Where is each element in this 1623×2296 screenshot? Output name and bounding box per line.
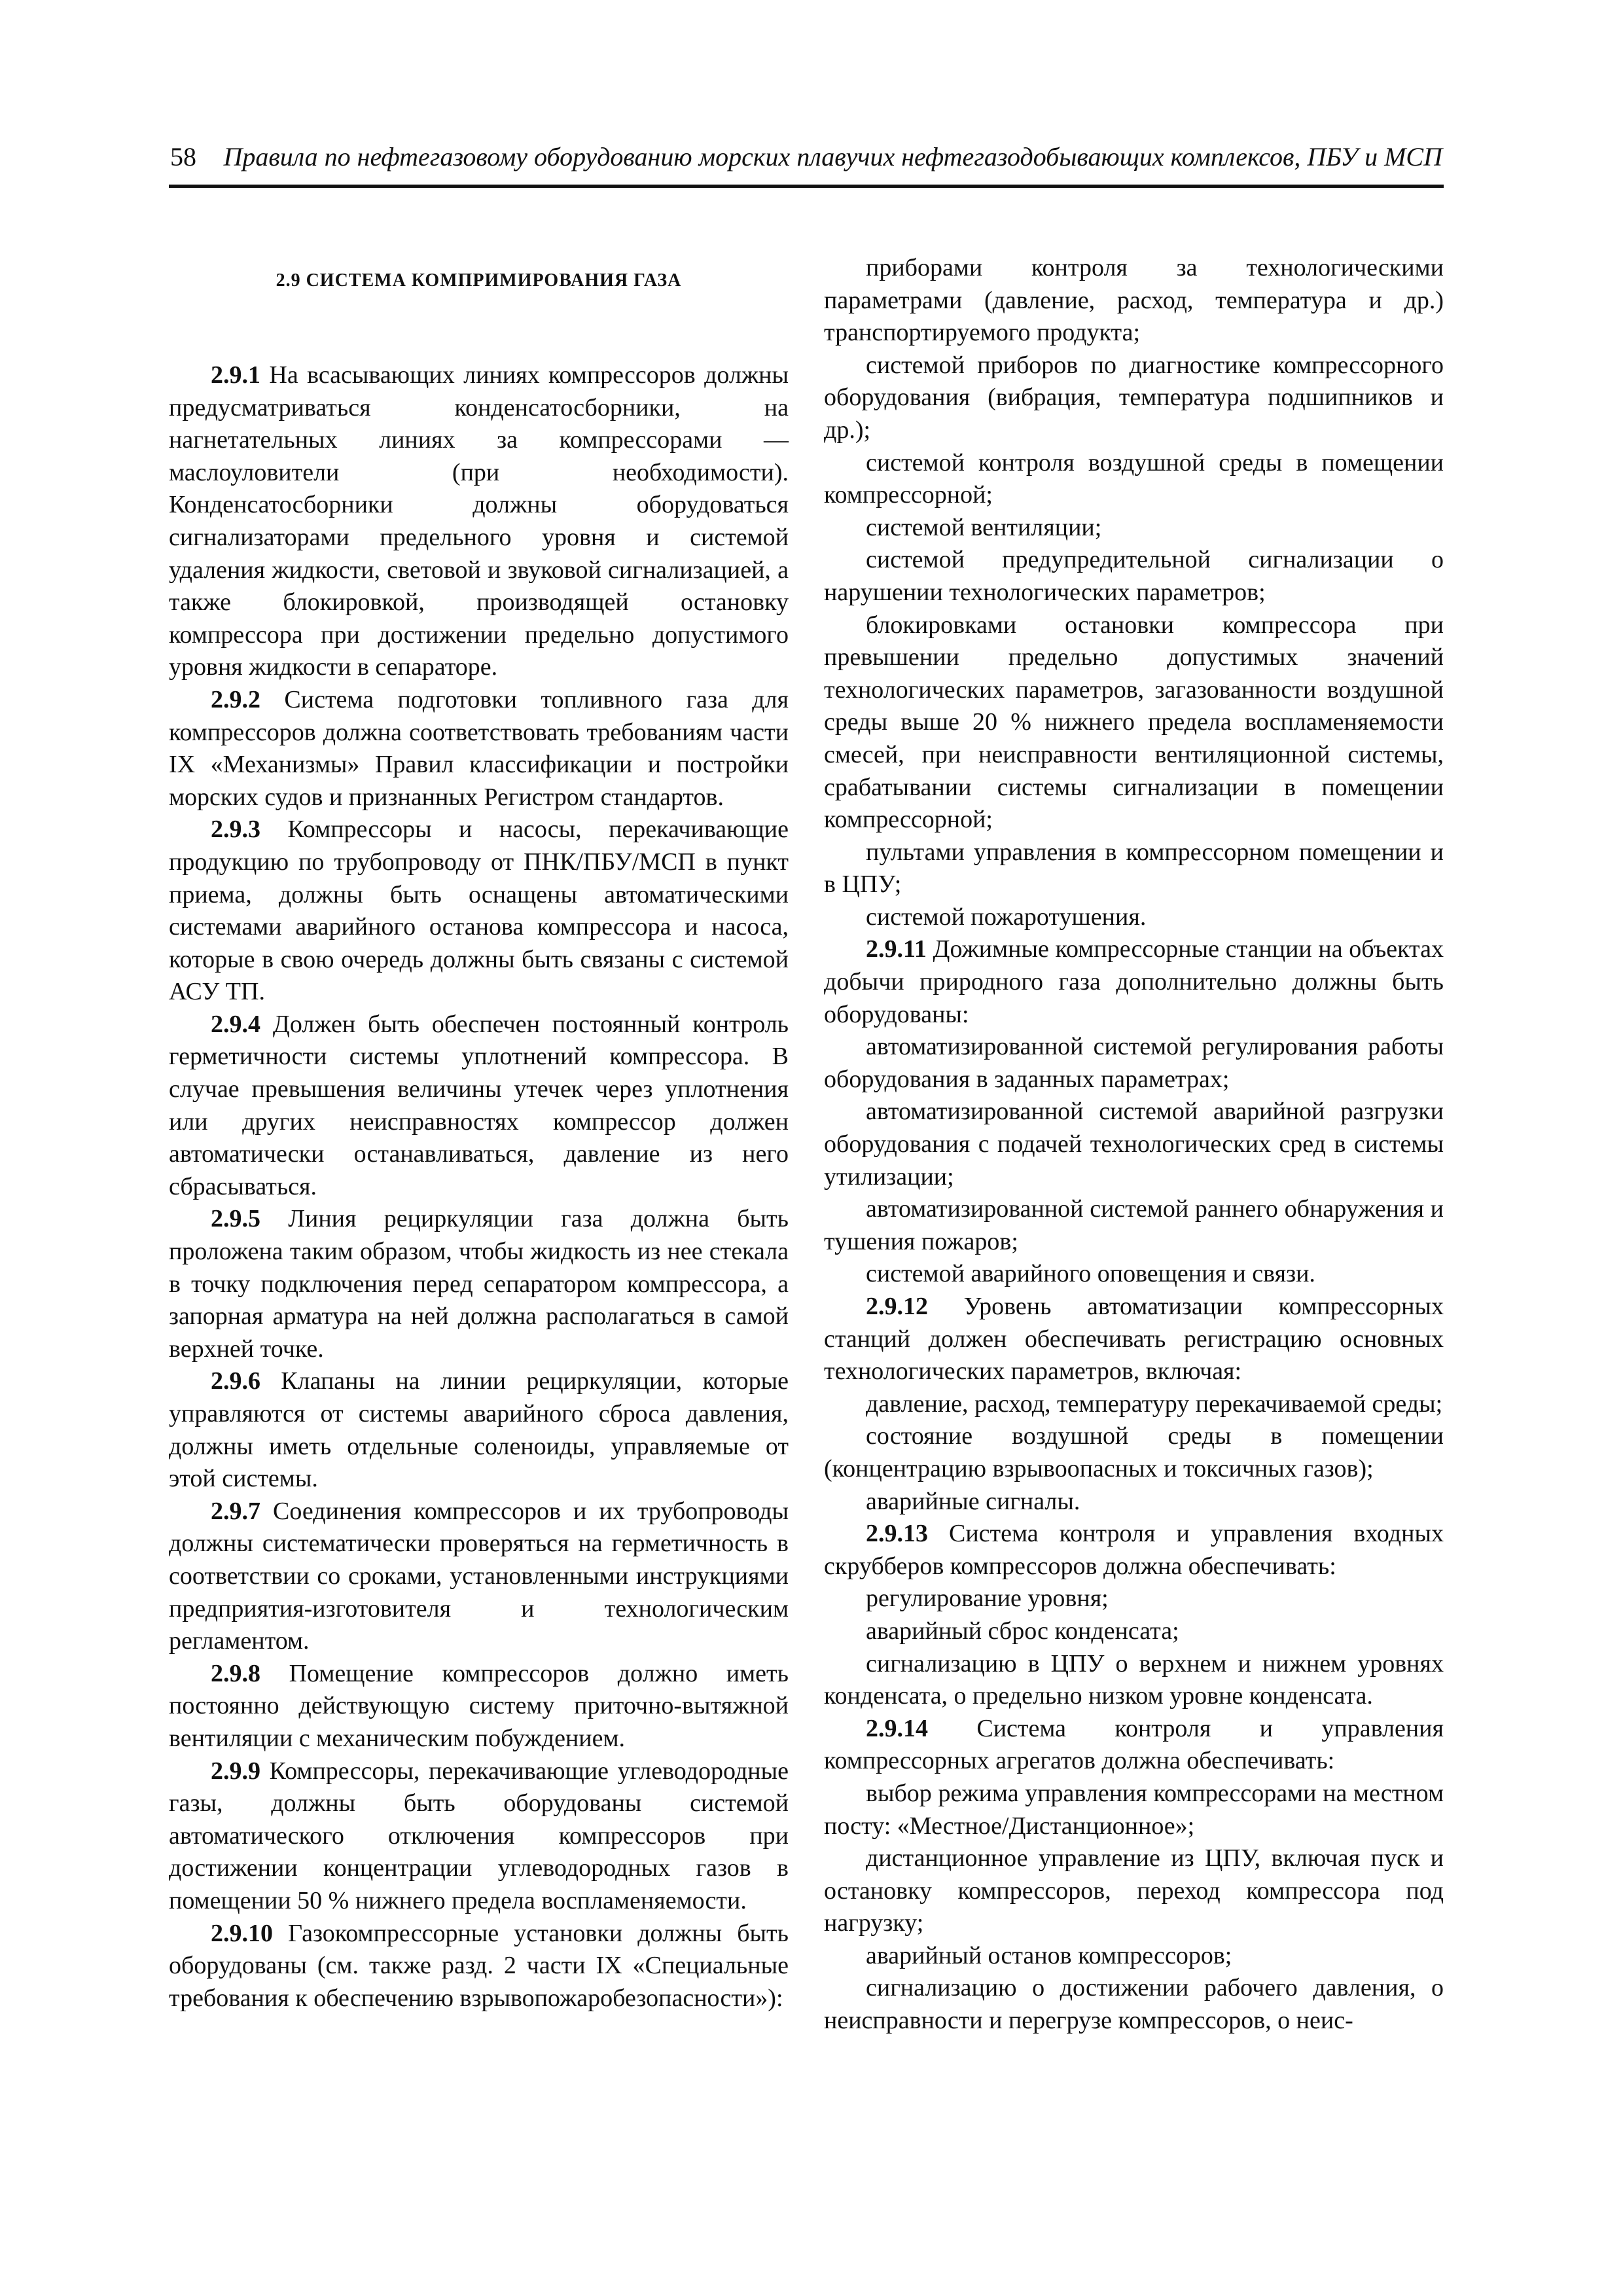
page-header [169,137,1444,188]
clause-text: Газокомпрессорные установки должны быть оборудованы (см. также разд. 2 части IX «Специальные требования к обеспечению взрывопожаробезопасности»): [169,1919,789,2012]
list-item [824,512,1444,545]
left-column [169,252,789,2015]
clause-text: Помещение компрессоров должно иметь постоянно действующую систему приточно-вытяжной вентиляции с механическим побуждением. [169,1659,789,1752]
clause-text: состояние воздушной среды в помещении (концентрацию взрывоопасных и токсичных газов); [824,1422,1444,1482]
clause-text: выбор режима управления компрессорами на местном посту: «Местное/Дистанционное»; [824,1779,1444,1840]
paragraph-2-9-6 [169,1365,789,1495]
clause-text: Клапаны на линии рециркуляции, которые управляются от системы аварийного сброса давления, должны иметь отдельные соленоиды, управляемые от этой системы. [169,1367,789,1493]
list-item [824,447,1444,512]
clause-number: 2.9.8 [211,1659,260,1687]
list-item [824,1940,1444,1973]
paragraph-2-9-1 [169,359,789,684]
paragraph-2-9-3 [169,814,789,1009]
clause-text: аварийный останов компрессоров; [866,1941,1232,1969]
paragraph-2-9-7 [169,1496,789,1658]
paragraph-2-9-8 [169,1658,789,1755]
paragraph-2-9-4 [169,1009,789,1204]
clause-text: сигнализацию в ЦПУ о верхнем и нижнем уровнях конденсата, о предельно низком уровне конденсата. [824,1649,1444,1710]
clause-text: дистанционное управление из ЦПУ, включая пуск и остановку компрессоров, переход компрессора под нагрузку; [824,1844,1444,1937]
clause-text: Система подготовки топливного газа для компрессоров должна соответствовать требованиям части IX «Механизмы» Правил классификации и постройки морских судов и признанных Регистром стандартов. [169,685,789,811]
clause-text: регулирование уровня; [866,1585,1109,1613]
paragraph-2-9-2 [169,684,789,814]
list-item [824,1420,1444,1485]
clause-text: Должен быть обеспечен постоянный контроль герметичности системы уплотнений компрессора. В случае превышения величины утечек через уплотнения или других неисправностях компрессор должен автоматически останавливаться, давление из него сбрасываться. [169,1010,789,1200]
list-item [824,1648,1444,1713]
clause-text: системой пожаротушения. [866,903,1147,931]
list-item [824,350,1444,447]
clause-text: Дожимные компрессорные станции на объектах добычи природного газа дополнительно должны быть оборудованы: [824,935,1444,1028]
clause-number: 2.9.13 [866,1520,928,1548]
clause-text: Уровень автоматизации компрессорных станций должен обеспечивать регистрацию основных технологических параметров, включая: [824,1293,1444,1386]
clause-number: 2.9.11 [866,935,927,963]
clause-number: 2.9.5 [211,1205,260,1233]
clause-text: аварийный сброс конденсата; [866,1617,1179,1645]
clause-text: давление, расход, температуру перекачиваемой среды; [866,1390,1443,1418]
clause-text: системой предупредительной сигнализации о нарушении технологических параметров; [824,546,1444,606]
list-item [824,609,1444,836]
clause-text: Компрессоры, перекачивающие углеводородные газы, должны быть оборудованы системой автоматического отключения компрессоров при достижении концентрации углеводородных газов в помещении 50 % нижнего предела воспламеняемости. [169,1757,789,1914]
clause-text: Система контроля и управления компрессорных агрегатов должна обеспечивать: [824,1714,1444,1775]
clause-text: Соединения компрессоров и их трубопроводы должны систематически проверяться на герметичность в соответствии со сроками, установленными инструкциями предприятия-изготовителя и технологическим регламентом. [169,1497,789,1655]
clause-text: На всасывающих линиях компрессоров должны предусматриваться конденсатосборники, на нагнетательных линиях за компрессорами — маслоуловители (при необходимости). Конденсатосборники должны оборудоваться сигнализаторами предельного уровня и системой удаления жидкости, световой и звуковой сигнализацией, а также блокировкой, производящей остановку компрессора при достижении предельно допустимого уровня жидкости в сепараторе. [169,361,789,681]
running-title: Правила по нефтегазовому оборудованию морских плавучих нефтегазодобывающих комплексов, ПБУ и МСП [223,142,1442,171]
clause-text: Компрессоры и насосы, перекачивающие продукцию по трубопроводу от ПНК/ПБУ/МСП в пункт приема, должны быть оснащены автоматическими системами аварийного останова компрессора и насоса, которые в свою очередь должны быть связаны с системой АСУ ТП. [169,816,789,1006]
paragraph-2-9-13 [824,1518,1444,1583]
section-heading: 2.9 СИСТЕМА КОМПРИМИРОВАНИЯ ГАЗА [276,270,682,291]
paragraph-2-9-9 [169,1755,789,1918]
list-item [824,1486,1444,1518]
list-item [824,1615,1444,1648]
clause-text: системой приборов по диагностике компрессорного оборудования (вибрация, температура подшипников и др.); [824,351,1444,444]
clause-text: автоматизированной системой регулирования работы оборудования в заданных параметрах; [824,1033,1444,1093]
list-item [824,1258,1444,1291]
list-item [824,1193,1444,1258]
clause-text: автоматизированной системой аварийной разгрузки оборудования с подачей технологических сред в системы утилизации; [824,1098,1444,1191]
list-item [824,1972,1444,2037]
clause-text: системой вентиляции; [866,513,1102,541]
clause-number: 2.9.9 [211,1757,260,1785]
clause-number: 2.9.1 [211,361,260,389]
clause-number: 2.9.4 [211,1010,260,1038]
clause-number: 2.9.10 [211,1919,273,1947]
list-item [824,1096,1444,1193]
paragraph-2-9-11 [824,933,1444,1031]
clause-text: Система контроля и управления входных скрубберов компрессоров должна обеспечивать: [824,1520,1444,1580]
paragraph-2-9-12 [824,1291,1444,1388]
paragraph-2-9-10 [169,1918,789,2015]
clause-text: автоматизированной системой раннего обнаружения и тушения пожаров; [824,1195,1444,1255]
clause-text: приборами контроля за технологическими параметрами (давление, расход, температура и др.) транспортируемого продукта; [824,254,1444,347]
clause-number: 2.9.2 [211,685,260,713]
list-item [824,544,1444,609]
list-item [824,252,1444,350]
clause-text: сигнализацию о достижении рабочего давления, о неисправности и перегрузе компрессоров, о неис- [824,1974,1444,2035]
list-item [824,1031,1444,1096]
list-item [824,1842,1444,1940]
clause-text: Линия рециркуляции газа должна быть проложена таким образом, чтобы жидкость из нее стекала в точку подключения перед сепаратором компрессора, а запорная арматура на ней должна располагаться в самой верхней точке. [169,1205,789,1363]
paragraph-2-9-14 [824,1713,1444,1778]
page-number: 58 [170,142,196,171]
list-item [824,1583,1444,1615]
clause-number: 2.9.6 [211,1367,260,1395]
list-item [824,1778,1444,1842]
list-item [824,836,1444,901]
clause-text: пультами управления в компрессорном помещении и в ЦПУ; [824,838,1444,899]
clause-text: блокировками остановки компрессора при превышении предельно допустимых значений технологических параметров, загазованности воздушной среды выше 20 % нижнего предела воспламеняемости смесей, при неисправности вентиляционной системы, срабатывании системы сигнализации в помещении компрессорной; [824,611,1444,834]
clause-text: системой аварийного оповещения и связи. [866,1260,1315,1288]
list-item [824,901,1444,934]
clause-number: 2.9.7 [211,1497,260,1525]
clause-text: системой контроля воздушной среды в помещении компрессорной; [824,448,1444,509]
right-column [824,252,1444,2037]
clause-number: 2.9.12 [866,1293,928,1320]
list-item [824,1388,1444,1421]
clause-text: аварийные сигналы. [866,1487,1080,1515]
clause-number: 2.9.3 [211,816,260,844]
clause-number: 2.9.14 [866,1714,928,1742]
paragraph-2-9-5 [169,1203,789,1365]
